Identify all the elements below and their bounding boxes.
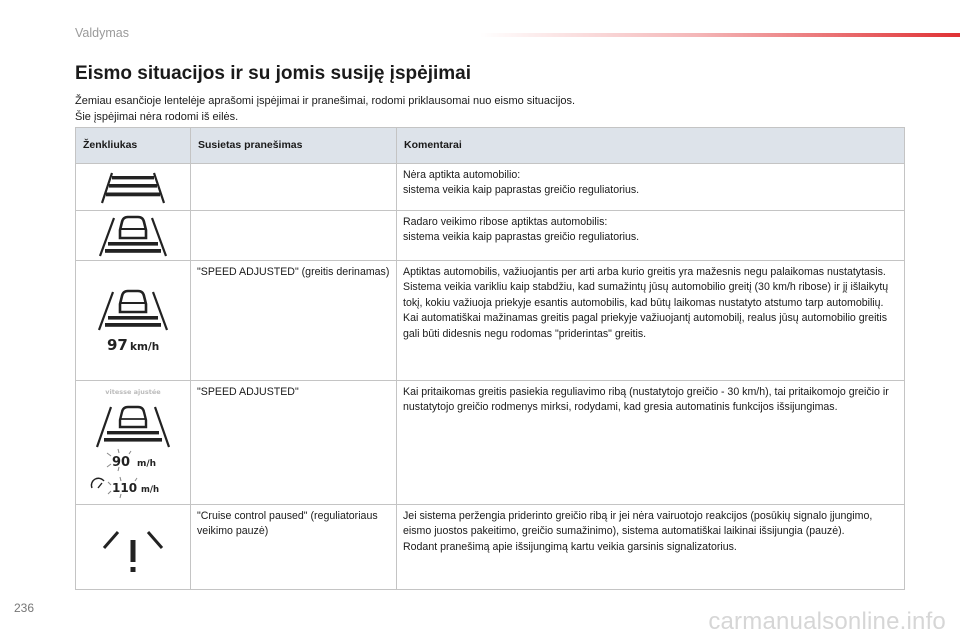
comment-cell <box>397 381 905 505</box>
message-cell <box>191 164 397 211</box>
column-header-message: Susietas pranešimas <box>191 128 397 164</box>
table-row <box>76 211 905 261</box>
intro-text <box>75 93 575 125</box>
table-header-row <box>76 128 905 164</box>
comment-text: Aptiktas automobilis, važiuojantis per arti arba kurio greitis yra mažesnis negu palaikomas nustatytasis. Sistema veikia varikliu kaip stabdžiu, kad sumažintų jūsų automobilio greitį (30 km/h ribose) ir jį išlaikytų tokį, kokiu važiuoja priekyje esantis automobilis, kad būtų laikomas nustatyto atstumo tarp automobilių. Kai automatiškai mažinamas greitis pagal priekyje važiuojantį automobilį, realus jūsų automobilio greitis gali būti didesnis negu rodomas "priderintas" greitis. <box>403 266 889 340</box>
icon-cell <box>76 505 191 590</box>
table-row <box>76 261 905 381</box>
message-cell <box>191 211 397 261</box>
icon-speed-value: 97 <box>107 335 128 354</box>
column-header-comment: Komentarai <box>397 128 905 164</box>
comment-cell <box>397 505 905 590</box>
icon-speed-value: 90 <box>112 454 131 470</box>
comment-text: Radaro veikimo ribose aptiktas automobilis: sistema veikia kaip paprastas greičio reguliatorius. <box>403 216 640 244</box>
icon-speed-unit: km/h <box>130 340 160 353</box>
message-cell <box>191 505 397 590</box>
icon-cell <box>76 164 191 211</box>
icon-cell <box>76 211 191 261</box>
page-title: Eismo situacijos ir su jomis susiję įspėjimai <box>75 63 471 84</box>
message-cell <box>191 381 397 505</box>
comment-cell <box>397 261 905 381</box>
icon-speed-unit: m/h <box>137 458 157 469</box>
comment-cell <box>397 164 905 211</box>
comment-text: Nėra aptikta automobilio: sistema veikia kaip paprastas greičio reguliatorius. <box>403 169 640 197</box>
watermark: carmanualsonline.info <box>708 608 946 635</box>
icon-caption: vitesse ajustée <box>105 387 161 396</box>
icon-set-speed-value: 110 <box>112 480 138 495</box>
comment-cell <box>397 211 905 261</box>
section-label: Valdymas <box>75 26 129 40</box>
table-row <box>76 164 905 211</box>
icon-cell <box>76 261 191 381</box>
intro-line: Šie įspėjimai nėra rodomi iš eilės. <box>75 111 239 123</box>
message-text: "Cruise control paused" (reguliatoriaus veikimo pauzė) <box>197 510 378 538</box>
page-number: 236 <box>14 601 35 615</box>
table-row <box>76 505 905 590</box>
vehicle-speed-adjusted-icon <box>87 286 179 356</box>
message-text: "SPEED ADJUSTED" <box>197 386 299 398</box>
column-header-icon: Ženkliukas <box>76 128 191 164</box>
warnings-table <box>75 127 905 590</box>
message-text: "SPEED ADJUSTED" (greitis derinamas) <box>197 266 390 278</box>
intro-line: Žemiau esančioje lentelėje aprašomi įspėjimai ir pranešimai, rodomi priklausomai nuo eismo situacijos. <box>75 95 576 107</box>
speed-limit-flashing-icon <box>85 385 181 501</box>
icon-set-speed-unit: m/h <box>141 484 160 495</box>
comment-text: Jei sistema peržengia priderinto greičio ribą ir jei nėra vairuotojo reakcijos (posūkių signalo įjungimo, eismo juostos pakeitimo, greičio sumažinimo), sistema automatiškai laikinai išsijungia (pauzė). Rodant pranešimą apie išsijungimą kartu veikia garsinis signalizatorius. <box>403 510 873 553</box>
lane-lines-icon <box>88 167 178 207</box>
cruise-control-icon <box>91 478 104 488</box>
table-row <box>76 381 905 505</box>
warning-exclamation-icon <box>88 516 178 578</box>
icon-cell <box>76 381 191 505</box>
comment-text: Kai pritaikomas greitis pasiekia reguliavimo ribą (nustatytojo greičio - 30 km/h), tai pritaikomojo greičio ir nustatytojo greičio rodmenys mirksi, rodydami, kad gresia automatinis funkcijos išsijungimas. <box>403 386 889 414</box>
vehicle-detected-icon <box>88 214 178 258</box>
message-cell <box>191 261 397 381</box>
header-accent-bar <box>480 33 960 37</box>
